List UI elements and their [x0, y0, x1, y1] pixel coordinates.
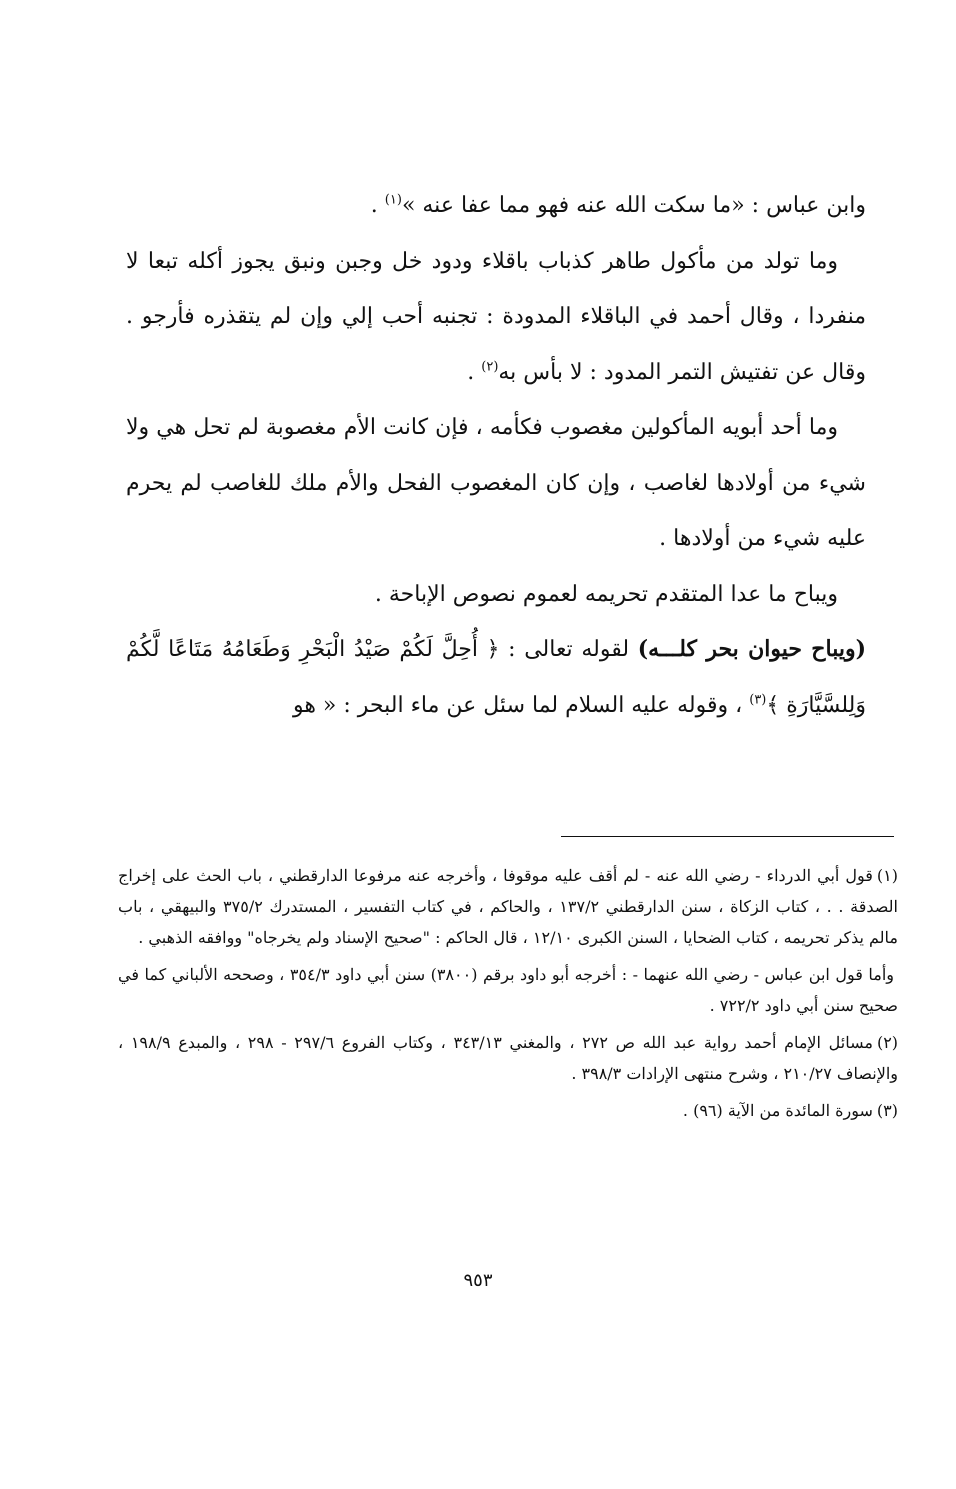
main-text — [126, 178, 866, 733]
paragraph-sea-animals — [126, 622, 866, 733]
paragraph-text: وما تولد من مأكول طاهر كذباب باقلاء ودود خل وجبن ونبق يجوز أكله تبعا لا منفردا ، وقال أحمد في الباقلاء المدودة : تجنبه أحب إلي وإن لم يتقذره فأرجو . وقال عن تفتيش التمر المدود : لا بأس به — [126, 248, 866, 385]
footnote-ref: (٣) — [749, 692, 767, 708]
paragraph-generated-creatures — [126, 234, 866, 401]
footnotes — [118, 860, 898, 1132]
footnote-divider — [561, 836, 894, 837]
footnote-text: قول أبي الدرداء - رضي الله عنه - لم أقف عليه موقوفا ، وأخرجه عنه مرفوعا الدارقطني ، باب الحث على إخراج الصدقة . . ، كتاب الزكاة ، سنن الدارقطني ١٣٧/٢ ، والحاكم ، في كتاب التفسير ، المستدرك ٣٧٥/٢ والبيهقي ، باب مالم يذكر تحريمه ، كتاب الضحايا ، السنن الكبرى ١٢/١٠ ، قال الحاكم : "صحيح الإسناد ولم يخرجاه" ووافقه الذهبي . — [118, 866, 898, 947]
paragraph-permissibility — [126, 567, 866, 623]
paragraph-text: ويباح ما عدا المتقدم تحريمه لعموم نصوص الإباحة . — [374, 581, 838, 607]
footnote-text: مسائل الإمام أحمد رواية عبد الله ص ٢٧٢ ، والمغني ٣٤٣/١٣ ، وكتاب الفروع ٢٩٧/٦ - ٢٩٨ ، والمبدع ١٩٨/٩ ، والإنصاف ٢١٠/٢٧ ، وشرح منتهى الإرادات ٣٩٨/٣ . — [118, 1033, 898, 1083]
paragraph-text: وابن عباس : «ما سكت الله عنه فهو مما عفا عنه » — [401, 193, 866, 218]
footnote-text: وأما قول ابن عباس - رضي الله عنهما - : أخرجه أبو داود برقم (٣٨٠٠) سنن أبي داود ٣٥٤/٣ ، وصححه الألباني كما في صحيح سنن أبي داود ٧٢٢/٢ . — [118, 965, 898, 1015]
footnote-ref: (٢) — [481, 359, 499, 375]
footnote-number: (٢) — [876, 1033, 899, 1052]
paragraph-usurped-parent — [126, 400, 866, 567]
footnote-2 — [118, 1027, 898, 1089]
page-number: ٩٥٣ — [463, 1270, 493, 1291]
footnote-number: (١) — [876, 866, 898, 885]
footnote-text: سورة المائدة من الآية (٩٦) . — [682, 1101, 873, 1120]
footnote-1-continued — [118, 959, 898, 1021]
footnote-number: (٣) — [876, 1101, 898, 1120]
paragraph-tail: ، وقوله عليه السلام لما سئل عن ماء البحر : « هو — [292, 692, 750, 718]
footnote-1 — [118, 860, 898, 953]
paragraph-tail: . — [370, 193, 385, 218]
paragraph-text-with-verse: لقوله تعالى : ﴿ أُحِلَّ لَكُمْ صَيْدُ الْبَحْرِ وَطَعَامُهُ مَتَاعًا لَّكُمْ وَلِلسَّيَّارَةِ ﴾ — [126, 637, 866, 718]
bold-lead-phrase: (ويباح حيوان بحر كلـــه) — [637, 636, 866, 662]
paragraph-text: وما أحد أبويه المأكولين مغصوب فكأمه ، فإن كانت الأم مغصوبة لم تحل هي ولا شيء من أولادها لغاصب ، وإن كان المغصوب الفحل والأم ملك للغاصب لم يحرم عليه شيء من أولادها . — [126, 415, 866, 551]
paragraph-ibn-abbas-quote — [126, 178, 866, 234]
footnote-ref: (١) — [384, 192, 402, 208]
footnote-3 — [118, 1095, 898, 1126]
paragraph-tail: . — [467, 359, 482, 385]
